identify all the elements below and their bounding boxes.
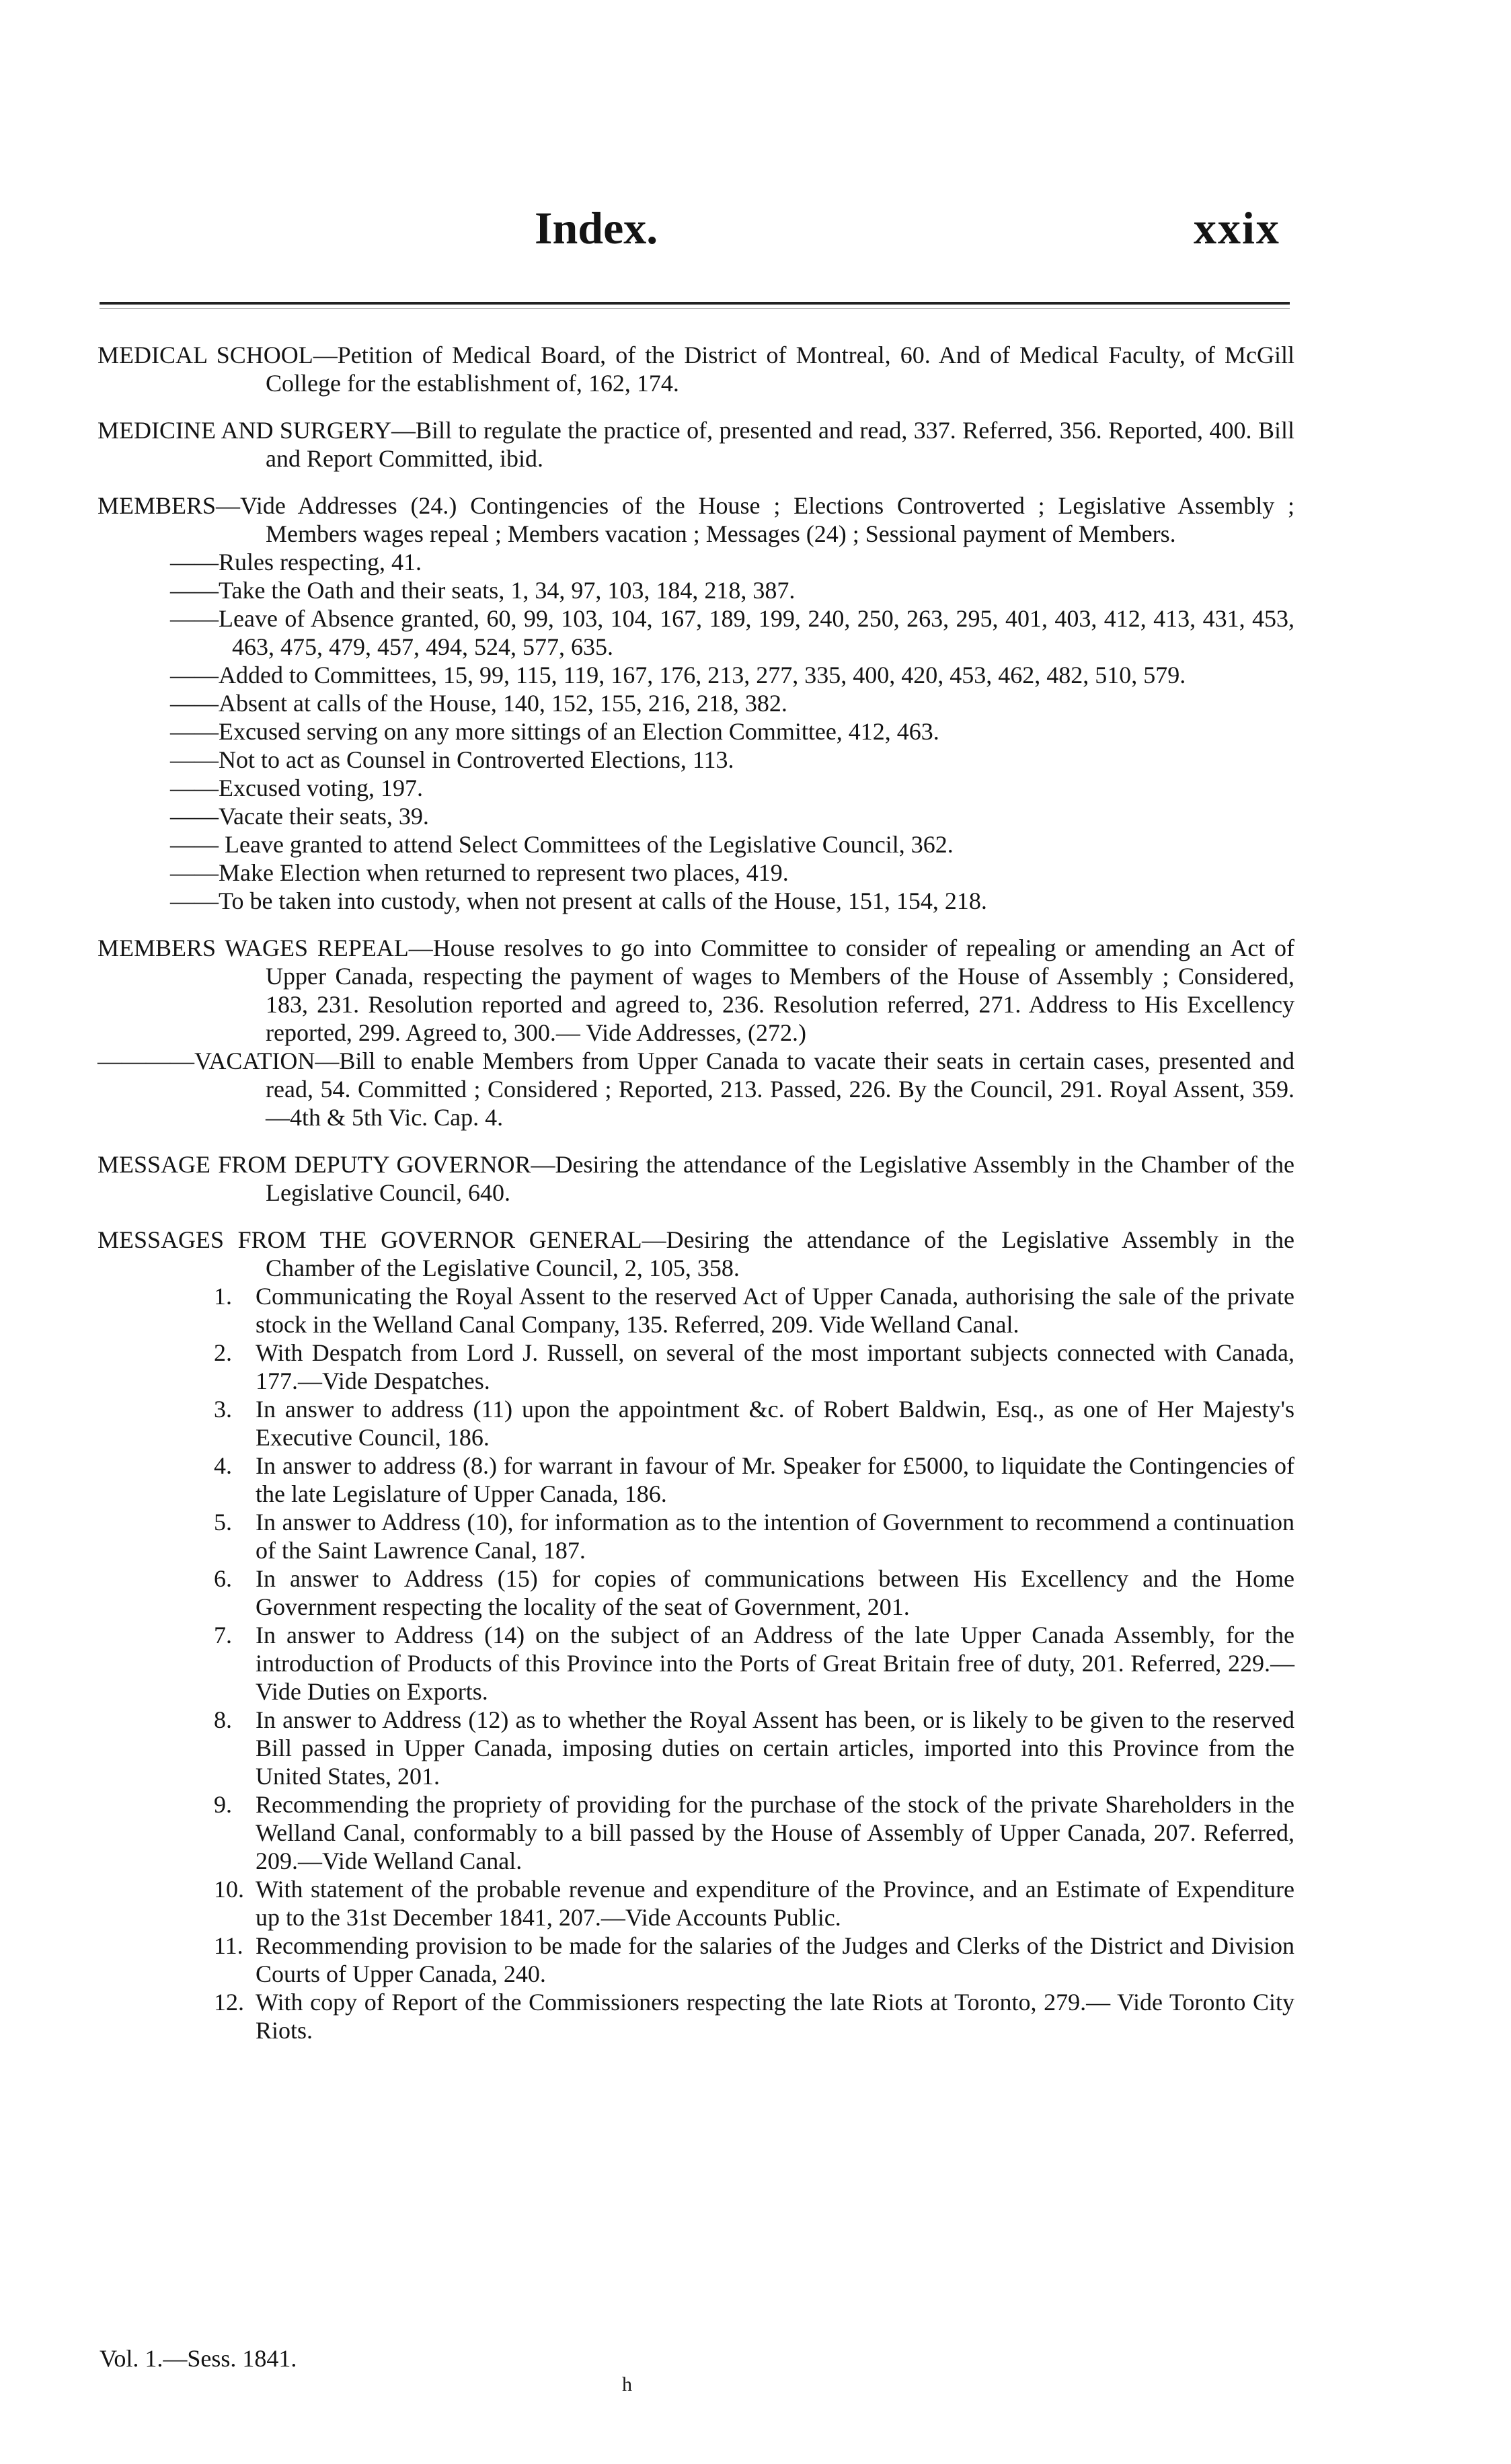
members-subentry: ——Take the Oath and their seats, 1, 34, 97, 103, 184, 218, 387.: [170, 577, 796, 604]
gg-message-item: [98, 1452, 1294, 1508]
item-number: 1.: [214, 1283, 232, 1310]
item-text: In answer to address (11) upon the appointment &c. of Robert Baldwin, Esq., as one of Her Majesty's Executive Council, 186.: [256, 1396, 1294, 1451]
item-text: In answer to Address (10), for information as to the intention of Government to recommend a continuation of the Saint Lawrence Canal, 187.: [256, 1509, 1294, 1564]
index-body: [98, 341, 1294, 2063]
footer-volume: Vol. 1.—Sess. 1841.: [100, 2345, 297, 2372]
gg-message-item: [98, 1508, 1294, 1564]
page-header: [0, 202, 1511, 269]
entry-vacation: ————VACATION—Bill to enable Members from Upper Canada to vacate their seats in certain cases, presented and read, 54. Committed ; Considered ; Reported, 213. Passed, 226. By the Council, 291. Royal Assent, 359.—4th & 5th Vic. Cap. 4.: [98, 1047, 1294, 1131]
entry-governor-general-heading: MESSAGES FROM THE GOVERNOR GENERAL—Desiring the attendance of the Legislative Assembly in the Chamber of the Legislative Council, 2, 105, 358.: [98, 1226, 1294, 1281]
entry-wages-repeal: MEMBERS WAGES REPEAL—House resolves to go into Committee to consider of repealing or amending an Act of Upper Canada, respecting the payment of wages to Members of the House of Assembly ; Considered, 183, 231. Resolution reported and agreed to, 236. Resolution referred, 271. Address to His Excellency reported, 299. Agreed to, 300.— Vide Addresses, (272.): [98, 935, 1294, 1046]
item-number: 5.: [214, 1509, 232, 1536]
gg-message-item: [98, 1621, 1294, 1706]
item-number: 2.: [214, 1339, 232, 1366]
members-subentry: ——Vacate their seats, 39.: [170, 803, 429, 830]
members-subentry: ——Excused serving on any more sittings of an Election Committee, 412, 463.: [170, 718, 939, 745]
item-number: 3.: [214, 1396, 232, 1423]
item-text: Recommending the propriety of providing for the purchase of the stock of the private Shareholders in the Welland Canal, conformably to a bill passed by the House of Assembly of Upper Canada, 207. Referred, 209.—Vide Welland Canal.: [256, 1791, 1294, 1874]
item-text: In answer to Address (14) on the subject of an Address of the late Upper Canada Assembly, for the introduction of Products of this Province into the Ports of Great Britain free of duty, 201. Referred, 229.—Vide Duties on Exports.: [256, 1622, 1294, 1705]
entry-governor-general: [98, 1226, 1294, 2044]
gg-message-item: [98, 1339, 1294, 1395]
gg-message-item: [98, 1706, 1294, 1790]
gg-message-item: [98, 1282, 1294, 1339]
item-number: 11.: [214, 1932, 243, 1959]
members-subentry: —— Leave granted to attend Select Committees of the Legislative Council, 362.: [170, 831, 954, 858]
item-number: 9.: [214, 1791, 232, 1818]
item-text: Communicating the Royal Assent to the reserved Act of Upper Canada, authorising the sale of the private stock in the Welland Canal Company, 135. Referred, 209. Vide Welland Canal.: [256, 1283, 1294, 1338]
item-text: In answer to Address (12) as to whether the Royal Assent has been, or is likely to be given to the reserved Bill passed in Upper Canada, imposing duties on certain articles, imported into this Province from the United States, 201.: [256, 1706, 1294, 1790]
gg-message-item: [98, 1395, 1294, 1452]
gg-message-item: [98, 1932, 1294, 1988]
members-subentry: ——Absent at calls of the House, 140, 152, 155, 216, 218, 382.: [170, 690, 787, 717]
members-subentry: ——To be taken into custody, when not present at calls of the House, 151, 154, 218.: [170, 887, 987, 914]
item-text: Recommending provision to be made for the salaries of the Judges and Clerks of the District and Division Courts of Upper Canada, 240.: [256, 1932, 1294, 1987]
entry-members-wages: [98, 934, 1294, 1131]
members-subentry: ——Added to Committees, 15, 99, 115, 119, 167, 176, 213, 277, 335, 400, 420, 453, 462, 482, 510, 579.: [170, 662, 1186, 688]
item-text: In answer to address (8.) for warrant in favour of Mr. Speaker for £5000, to liquidate the Contingencies of the late Legislature of Upper Canada, 186.: [256, 1452, 1294, 1507]
item-number: 7.: [214, 1622, 232, 1648]
header-rule-thin: [100, 308, 1290, 309]
gg-message-item: [98, 1988, 1294, 2044]
item-number: 10.: [214, 1876, 244, 1903]
entry-medicine-surgery: MEDICINE AND SURGERY—Bill to regulate the practice of, presented and read, 337. Referred, 356. Reported, 400. Bill and Report Committed, ibid.: [98, 417, 1294, 472]
item-text: With Despatch from Lord J. Russell, on several of the most important subjects connected with Canada, 177.—Vide Despatches.: [256, 1339, 1294, 1394]
entry-medical-school: MEDICAL SCHOOL—Petition of Medical Board, of the District of Montreal, 60. And of Medical Faculty, of McGill College for the establishment of, 162, 174.: [98, 342, 1294, 397]
members-subentry: ——Not to act as Counsel in Controverted Elections, 113.: [170, 746, 734, 773]
item-number: 4.: [214, 1452, 232, 1479]
entry-members: [98, 491, 1294, 915]
page-number: xxix: [1194, 202, 1280, 253]
gg-message-item: [98, 1790, 1294, 1875]
gg-message-item: [98, 1564, 1294, 1621]
members-subentry: ——Rules respecting, 41.: [170, 549, 422, 575]
item-text: In answer to Address (15) for copies of communications between His Excellency and the Home Government respecting the locality of the seat of Government, 201.: [256, 1565, 1294, 1620]
item-text: With statement of the probable revenue and expenditure of the Province, and an Estimate of Expenditure up to the 31st December 1841, 207.—Vide Accounts Public.: [256, 1876, 1294, 1931]
members-subentry: ——Make Election when returned to represent two places, 419.: [170, 859, 789, 886]
item-text: With copy of Report of the Commissioners respecting the late Riots at Toronto, 279.— Vide Toronto City Riots.: [256, 1989, 1294, 2044]
header-rule: [100, 302, 1290, 305]
gg-message-item: [98, 1875, 1294, 1932]
item-number: 8.: [214, 1706, 232, 1733]
entry-deputy-governor: MESSAGE FROM DEPUTY GOVERNOR—Desiring the attendance of the Legislative Assembly in the Chamber of the Legislative Council, 640.: [98, 1151, 1294, 1206]
item-number: 6.: [214, 1565, 232, 1592]
members-subentry: ——Leave of Absence granted, 60, 99, 103, 104, 167, 189, 199, 240, 250, 263, 295, 401, 403, 412, 413, 431, 453, 463, 475, 479, 457, 494, 524, 577, 635.: [170, 605, 1294, 660]
page-title: Index.: [535, 202, 658, 253]
members-subentry: ——Excused voting, 197.: [170, 774, 423, 801]
item-number: 12.: [214, 1989, 244, 2016]
footer-signature: h: [622, 2373, 632, 2395]
entry-members-heading: MEMBERS—Vide Addresses (24.) Contingencies of the House ; Elections Controverted ; Legislative Assembly ; Members wages repeal ; Members vacation ; Messages (24) ; Sessional payment of Members.: [98, 492, 1294, 547]
